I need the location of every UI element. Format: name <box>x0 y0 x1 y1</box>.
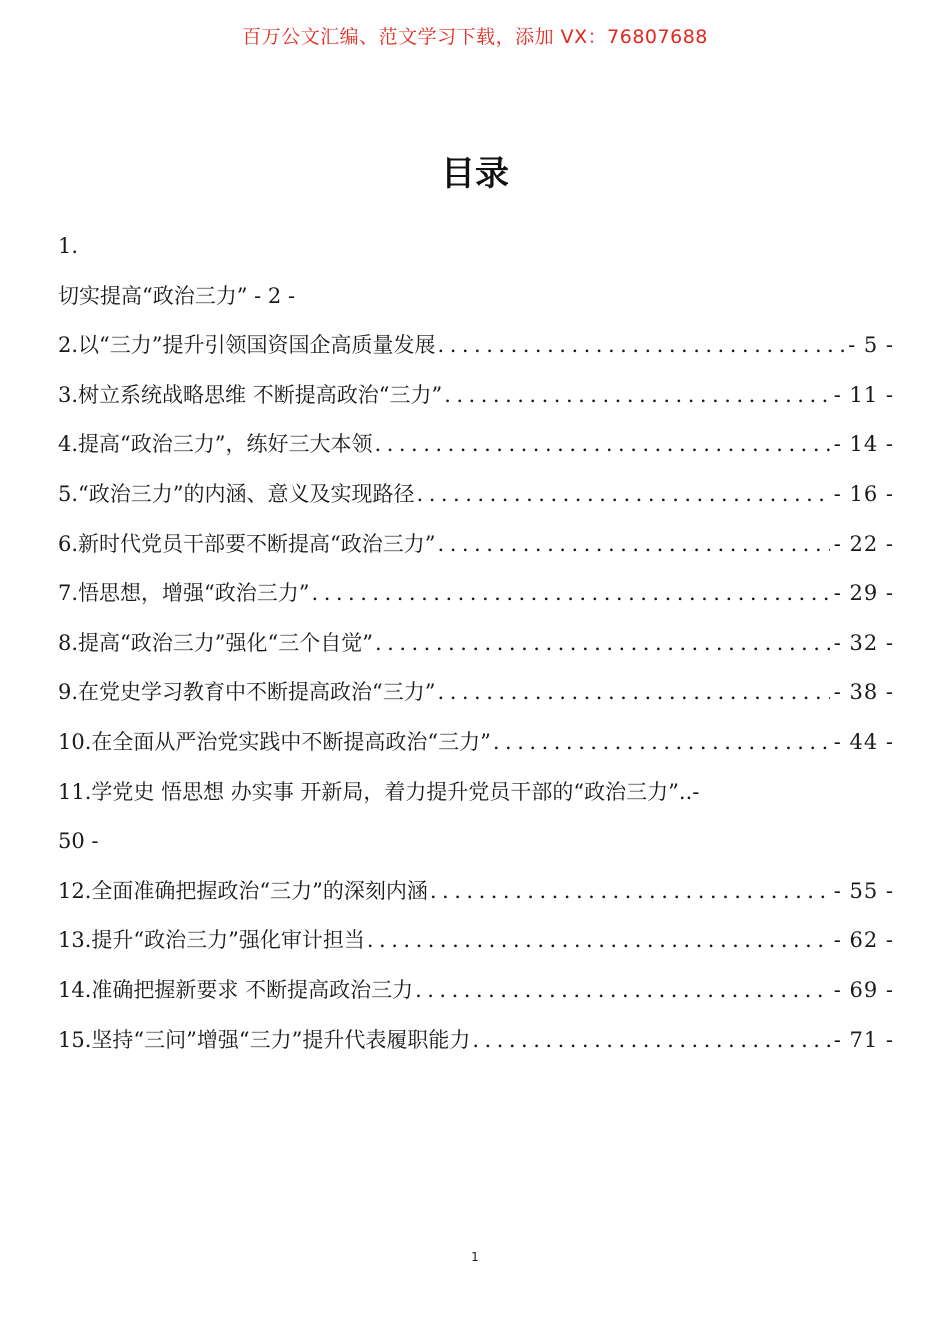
toc-page-ref: - 32 - <box>833 630 894 655</box>
toc-entry-15[interactable] <box>58 1016 894 1066</box>
toc-entry-7[interactable] <box>58 569 894 619</box>
toc-entry-11-line-1[interactable] <box>58 768 894 818</box>
toc-dot-leader <box>472 1016 829 1066</box>
toc-entry-text: 11.学党史 悟思想 办实事 开新局，着力提升党员干部的“政治三力”..- <box>58 779 700 804</box>
toc-entry-3[interactable] <box>58 371 894 421</box>
toc-entry-text: 13.提升“政治三力”强化审计担当 <box>58 928 365 953</box>
toc-entry-4[interactable] <box>58 420 894 470</box>
toc-entry-text: 1. <box>58 234 79 258</box>
watermark-text: 百万公文汇编、范文学习下载，添加 VX：76807688 <box>242 26 708 48</box>
toc-dot-leader <box>444 371 830 421</box>
toc-entry-text: 切实提高“政治三力” - 2 - <box>58 283 296 308</box>
toc-entry-1-line-1[interactable] <box>58 222 894 272</box>
toc-entry-5[interactable] <box>58 470 894 520</box>
page-number: 1 <box>471 1250 479 1264</box>
toc-entry-text: 12.全面准确把握政治“三力”的深刻内涵 <box>58 878 428 903</box>
toc-entry-text: 6.新时代党员干部要不断提高“政治三力” <box>58 531 436 556</box>
toc-entry-10[interactable] <box>58 718 894 768</box>
toc-page-ref: - 29 - <box>833 581 894 606</box>
toc-page-ref: - 22 - <box>833 531 894 556</box>
toc-dot-leader <box>367 916 830 966</box>
toc-entry-text: 15.坚持“三问”增强“三力”提升代表履职能力 <box>58 1027 471 1052</box>
toc-entry-1-line-2[interactable] <box>58 272 894 322</box>
toc-entry-text: 3.树立系统战略思维 不断提高政治“三力” <box>58 382 443 407</box>
toc-dot-leader <box>415 966 830 1016</box>
toc-entry-text: 8.提高“政治三力”强化“三个自觉” <box>58 630 373 655</box>
toc-entry-6[interactable] <box>58 520 894 570</box>
toc-entry-2[interactable] <box>58 321 894 371</box>
toc-dot-leader <box>430 867 830 917</box>
toc-page-ref: - 5 - <box>848 333 894 358</box>
toc-page-ref: - 16 - <box>833 481 894 506</box>
page-title: 目录 <box>441 154 509 194</box>
toc-entry-text: 9.在党史学习教育中不断提高政治“三力” <box>58 680 436 705</box>
toc-entry-text: 4.提高“政治三力”，练好三大本领 <box>58 432 373 457</box>
toc-page-ref: - 44 - <box>833 729 894 754</box>
toc-entry-8[interactable] <box>58 619 894 669</box>
toc-entry-text: 10.在全面从严治党实践中不断提高政治“三力” <box>58 729 491 754</box>
table-of-contents <box>58 222 894 1065</box>
toc-page-ref: - 69 - <box>833 977 894 1002</box>
toc-entry-11-line-2[interactable] <box>58 817 894 867</box>
toc-entry-12[interactable] <box>58 867 894 917</box>
toc-page-ref: - 11 - <box>833 382 894 407</box>
toc-dot-leader <box>438 668 830 718</box>
toc-entry-text: 7.悟思想，增强“政治三力” <box>58 581 310 606</box>
toc-dot-leader <box>312 569 830 619</box>
toc-page-ref: - 55 - <box>833 878 894 903</box>
toc-dot-leader <box>375 619 830 669</box>
toc-entry-text: 14.准确把握新要求 不断提高政治三力 <box>58 977 414 1002</box>
toc-entry-text: 50 - <box>58 829 99 854</box>
toc-dot-leader <box>417 470 830 520</box>
toc-page-ref: - 62 - <box>833 928 894 953</box>
toc-entry-text: 2.以“三力”提升引领国资国企高质量发展 <box>58 333 436 358</box>
toc-page-ref: - 71 - <box>833 1027 894 1052</box>
toc-dot-leader <box>438 321 845 371</box>
toc-page-ref: - 38 - <box>833 680 894 705</box>
toc-entry-14[interactable] <box>58 966 894 1016</box>
toc-page-ref: - 14 - <box>833 432 894 457</box>
toc-dot-leader <box>493 718 830 768</box>
toc-dot-leader <box>375 420 830 470</box>
toc-dot-leader <box>438 520 830 570</box>
toc-entry-9[interactable] <box>58 668 894 718</box>
toc-entry-13[interactable] <box>58 916 894 966</box>
toc-entry-text: 5.“政治三力”的内涵、意义及实现路径 <box>58 481 415 506</box>
